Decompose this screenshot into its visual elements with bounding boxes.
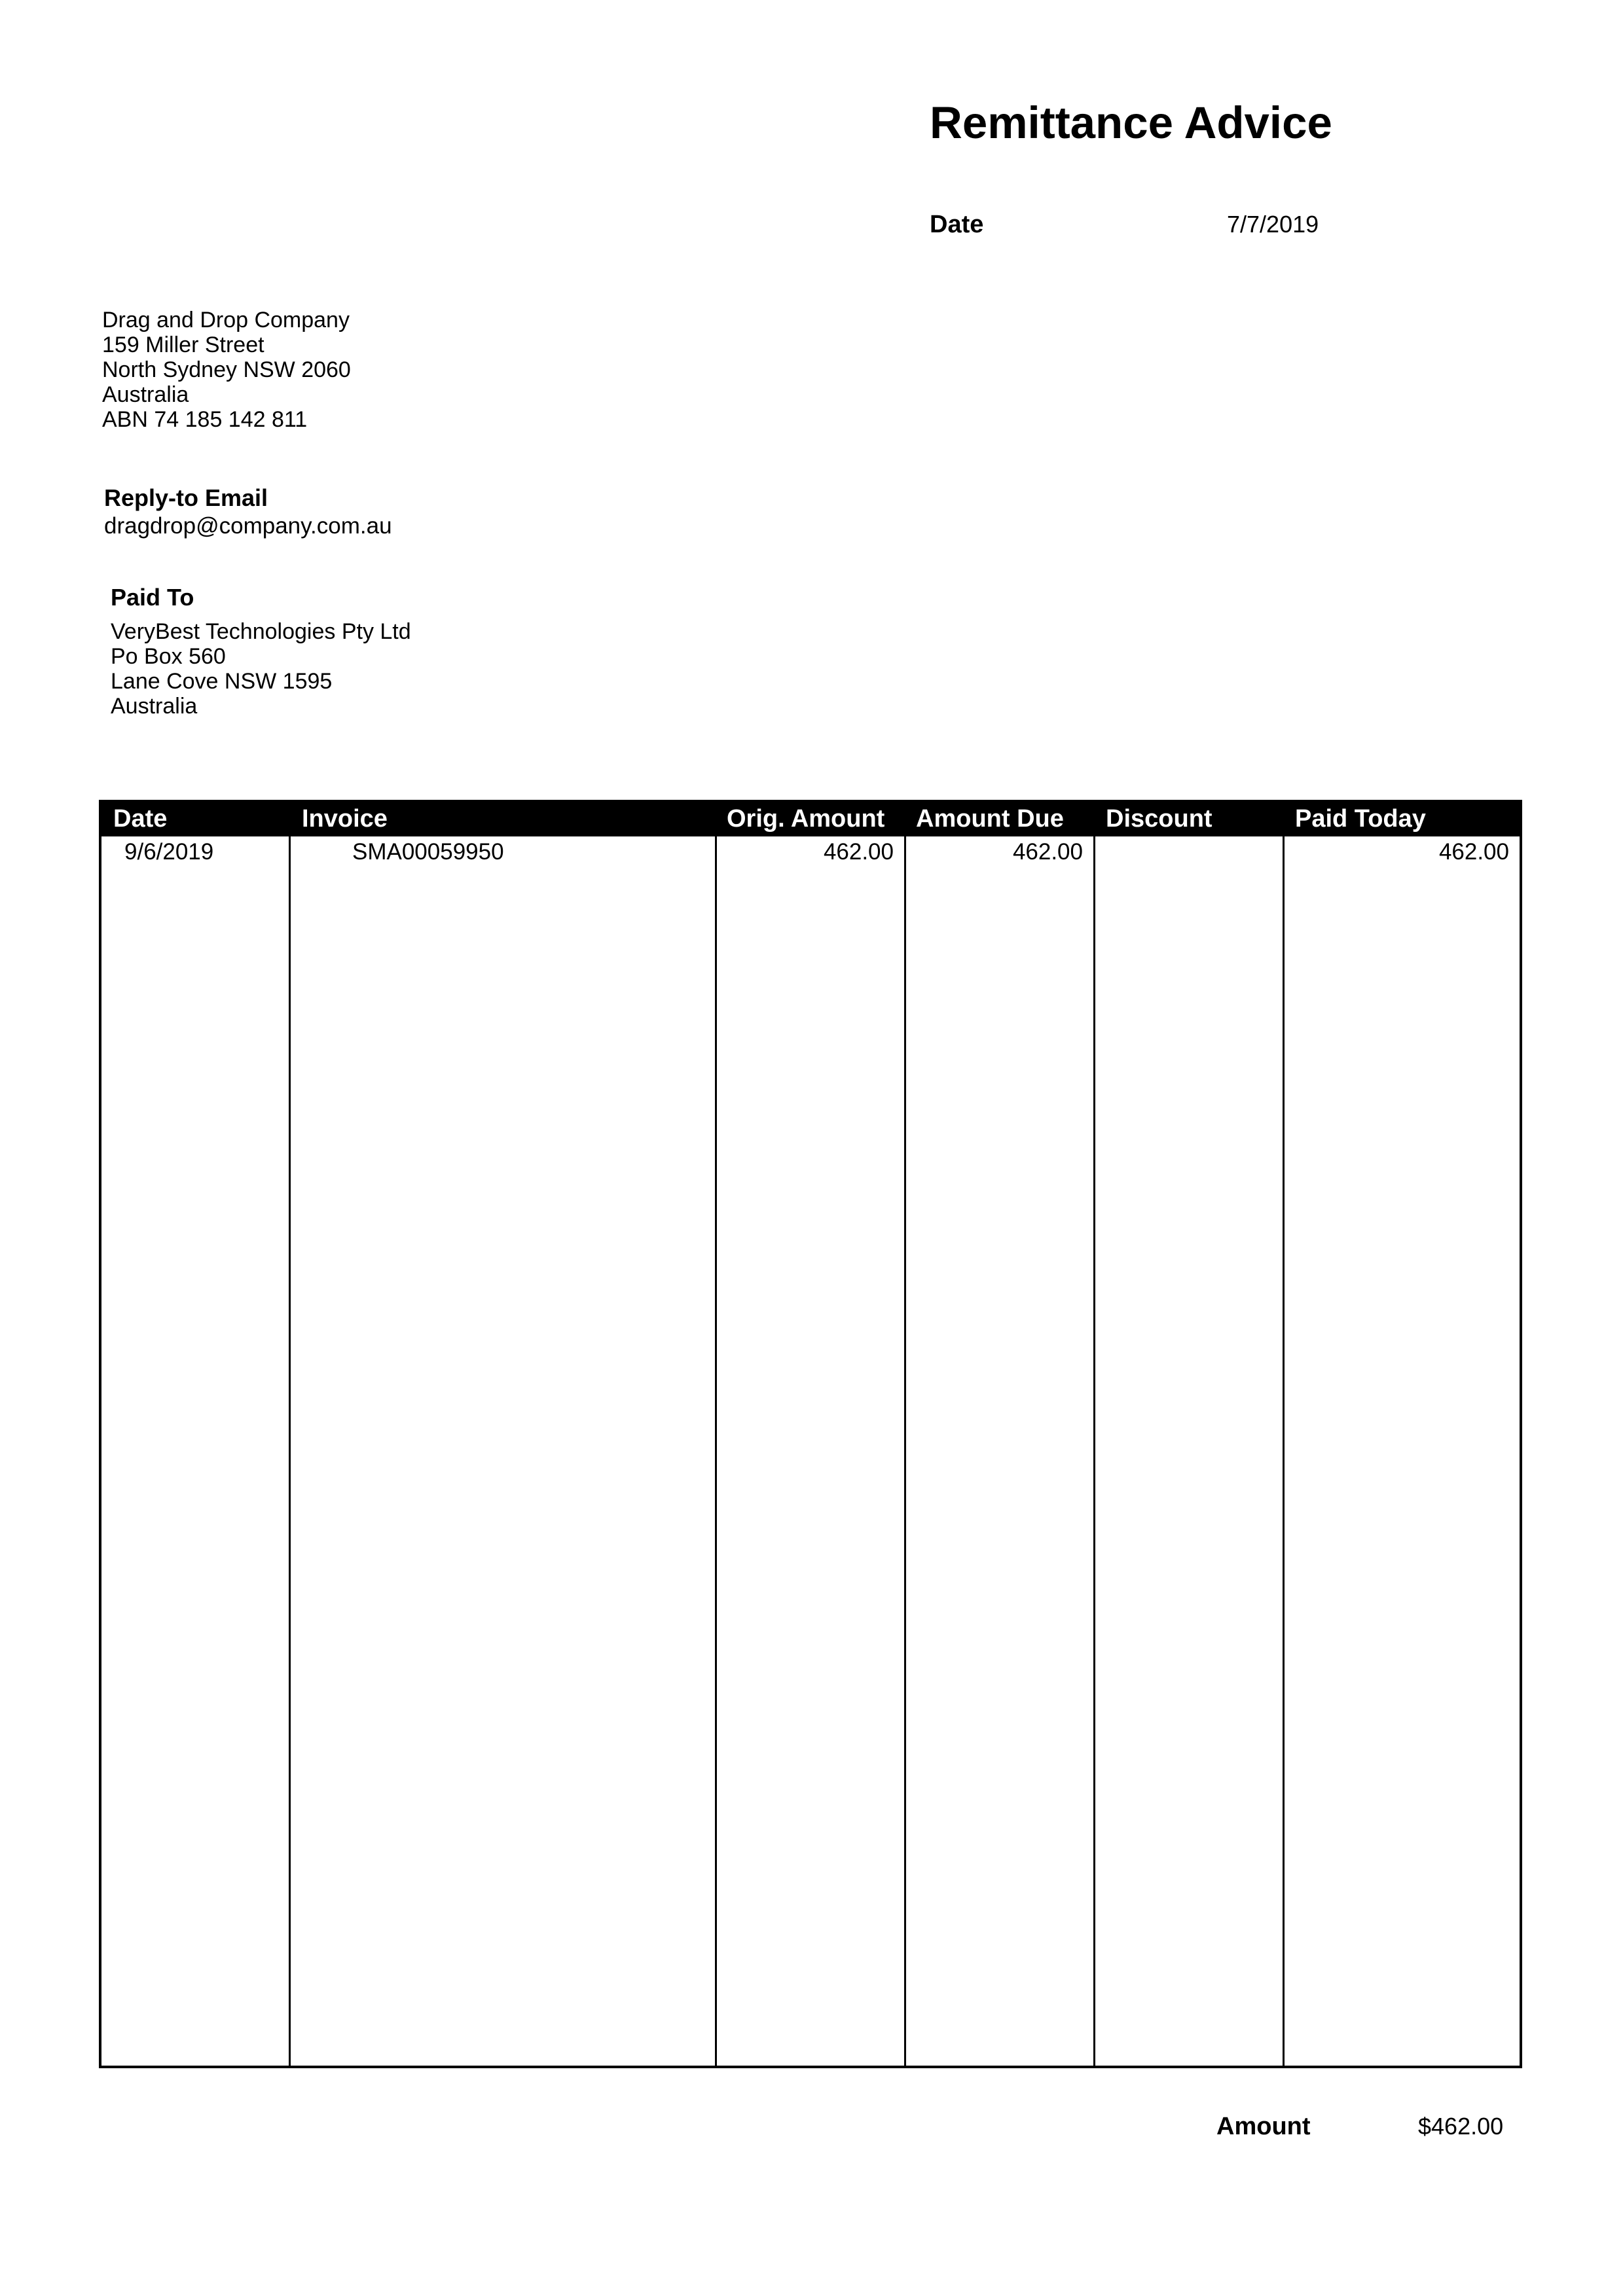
sender-address-line: North Sydney NSW 2060 <box>102 357 351 382</box>
total-amount-value: $462.00 <box>1418 2113 1504 2140</box>
row-orig-amount: 462.00 <box>823 839 894 865</box>
paid-to-line: VeryBest Technologies Pty Ltd <box>111 619 411 644</box>
reply-to-email: dragdrop@company.com.au <box>104 513 392 539</box>
column-divider <box>904 836 906 2068</box>
column-header-amount-due: Amount Due <box>916 805 1064 833</box>
row-amount-due: 462.00 <box>1012 839 1083 865</box>
date-value: 7/7/2019 <box>1227 211 1319 238</box>
row-invoice: SMA00059950 <box>352 839 504 865</box>
row-date: 9/6/2019 <box>124 839 214 865</box>
document-title: Remittance Advice <box>930 98 1332 148</box>
sender-address-line: 159 Miller Street <box>102 332 264 357</box>
column-header-paid-today: Paid Today <box>1295 805 1426 833</box>
paid-to-line: Po Box 560 <box>111 644 226 669</box>
date-label: Date <box>930 211 984 238</box>
column-divider <box>715 836 717 2068</box>
sender-address-line: Drag and Drop Company <box>102 308 350 332</box>
paid-to-line: Australia <box>111 694 198 719</box>
sender-abn: ABN 74 185 142 811 <box>102 407 308 432</box>
paid-to-address <box>111 619 411 719</box>
total-amount-label: Amount <box>1216 2113 1311 2140</box>
sender-address <box>102 308 351 432</box>
column-divider <box>289 836 291 2068</box>
paid-to-line: Lane Cove NSW 1595 <box>111 669 333 694</box>
invoice-table-header <box>99 800 1522 836</box>
row-paid-today: 462.00 <box>1438 839 1509 865</box>
column-divider <box>1283 836 1285 2068</box>
column-header-date: Date <box>113 805 168 833</box>
sender-address-line: Australia <box>102 382 189 407</box>
invoice-table <box>99 800 1522 2068</box>
column-divider <box>1093 836 1095 2068</box>
paid-to-label: Paid To <box>111 584 194 611</box>
column-header-orig-amount: Orig. Amount <box>727 805 885 833</box>
column-header-discount: Discount <box>1106 805 1213 833</box>
column-header-invoice: Invoice <box>302 805 388 833</box>
reply-to-label: Reply-to Email <box>104 484 268 511</box>
